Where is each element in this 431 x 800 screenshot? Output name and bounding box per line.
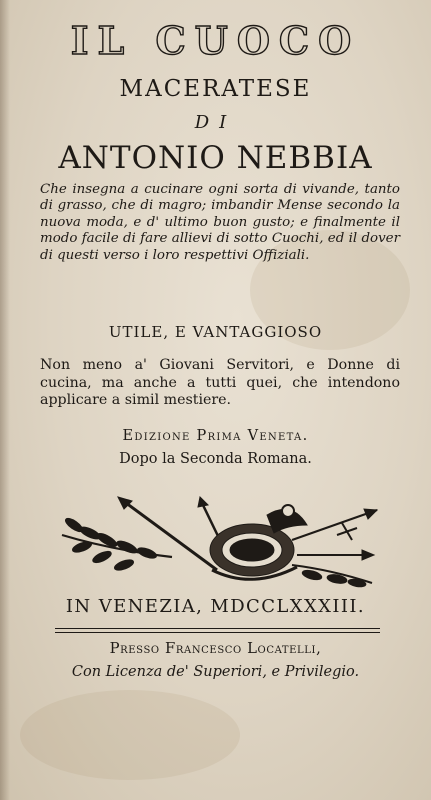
edition-line: Edizione Prima Veneta. — [122, 428, 309, 444]
imprint-rule-thin — [55, 632, 380, 633]
audience-text: Non meno a' Giovani Servitori, e Donne di cucina, ma anche a tutti quei, che intendono applicare a simil mestiere. — [40, 357, 400, 408]
book-subtitle: MACERATESE — [119, 76, 312, 102]
useful-heading: UTILE, E VANTAGGIOSO — [108, 323, 323, 341]
edition-note: Dopo la Seconda Romana. — [119, 451, 312, 467]
imprint-rule — [55, 628, 380, 629]
author-name: ANTONIO NEBBIA — [58, 140, 373, 176]
imprint-place-date: IN VENEZIA, MDCCLXXXIII. — [65, 596, 366, 617]
description-text: Che insegna a cucinare ogni sorta di vivande, tanto di grasso, che di magro; imbandir Mense secondo la nuova moda, e d' ultimo buon gusto; e finalmente il modo facile di fare allievi di sotto Cuochi, ed il dover di questi verso i loro respettivi Offiziali. — [40, 182, 400, 263]
imprint-printer: Presso Francesco Locatelli, — [109, 640, 322, 657]
by-word: DI — [194, 112, 237, 133]
book-title: IL CUOCO — [70, 18, 361, 63]
imprint-license: Con Licenza de' Superiori, e Privilegio. — [71, 664, 360, 680]
paper-stain — [20, 690, 240, 780]
trophy-of-arms-icon — [52, 495, 382, 590]
